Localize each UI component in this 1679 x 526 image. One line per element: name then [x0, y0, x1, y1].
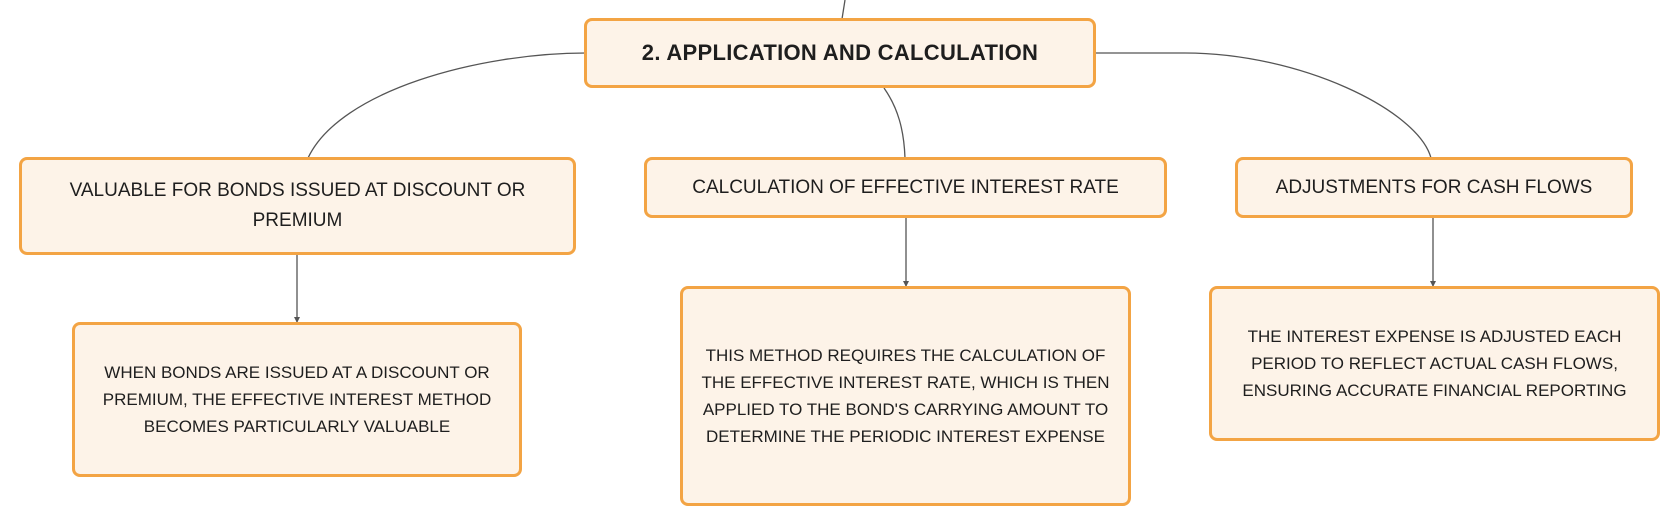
detail-node-cash-flows[interactable]	[1209, 286, 1660, 441]
detail-node-text: THE INTEREST EXPENSE IS ADJUSTED EACH PERIOD TO REFLECT ACTUAL CASH FLOWS, ENSURING ACCURATE FINANCIAL REPORTING	[1242, 327, 1627, 400]
branch-node-cash-flows[interactable]	[1235, 157, 1633, 218]
root-node-label: 2. APPLICATION AND CALCULATION	[641, 40, 1039, 65]
connector-root-to-branch-2	[884, 88, 905, 158]
root-node[interactable]	[584, 18, 1096, 88]
detail-node-text: THIS METHOD REQUIRES THE CALCULATION OF THE EFFECTIVE INTEREST RATE, WHICH IS THEN APPLIED TO THE BOND'S CARRYING AMOUNT TO DETERMINE THE PERIODIC INTEREST EXPENSE	[701, 346, 1110, 446]
connector-parent-to-root	[842, 0, 845, 19]
connector-root-to-branch-1	[308, 53, 586, 158]
connector-root-to-branch-3	[1096, 53, 1431, 158]
detail-node-effective-rate[interactable]	[680, 286, 1131, 506]
branch-node-label: VALUABLE FOR BONDS ISSUED AT DISCOUNT OR PREMIUM	[69, 180, 526, 231]
branch-node-label: ADJUSTMENTS FOR CASH FLOWS	[1275, 176, 1593, 198]
detail-node-text: WHEN BONDS ARE ISSUED AT A DISCOUNT OR PREMIUM, THE EFFECTIVE INTEREST METHOD BECOMES PARTICULARLY VALUABLE	[102, 363, 492, 436]
branch-node-discount-premium[interactable]	[19, 157, 576, 255]
branch-node-label: CALCULATION OF EFFECTIVE INTEREST RATE	[692, 176, 1119, 198]
branch-node-effective-rate[interactable]	[644, 157, 1167, 218]
detail-node-discount-premium[interactable]	[72, 322, 522, 477]
